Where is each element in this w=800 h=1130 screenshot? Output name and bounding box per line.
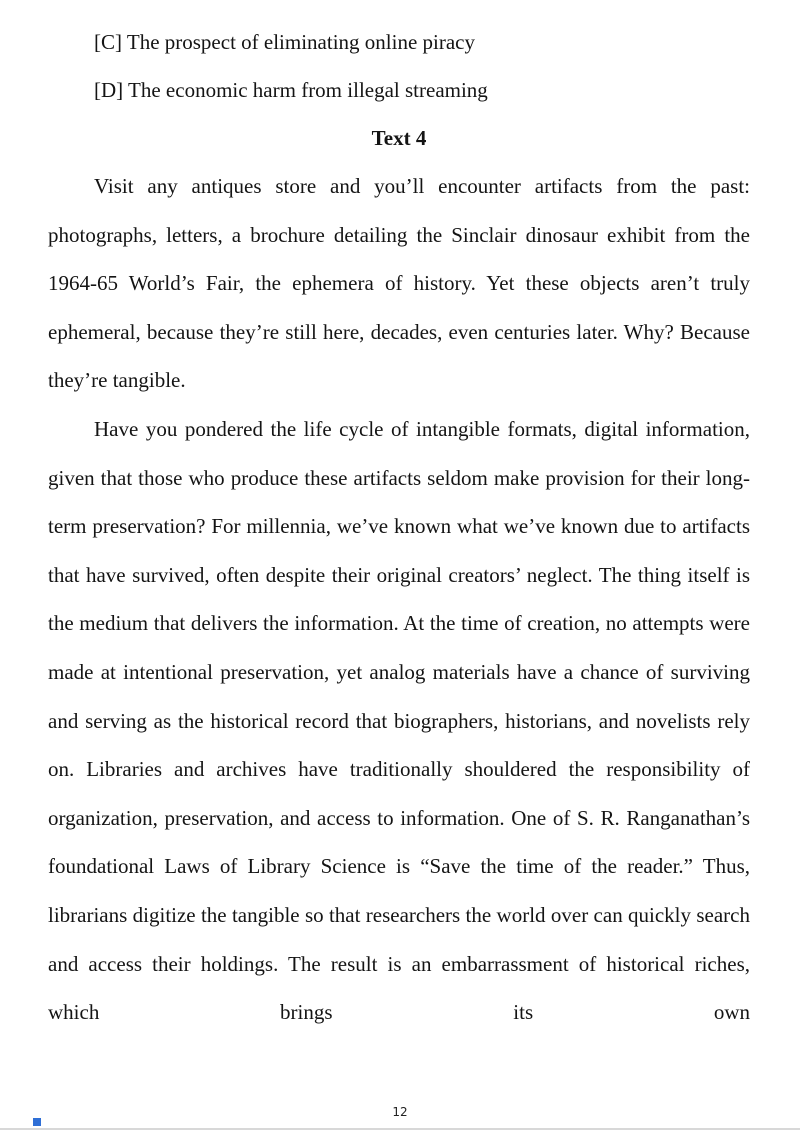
section-title: Text 4 bbox=[371, 126, 427, 150]
page-number: 12 bbox=[392, 1105, 408, 1119]
answer-option-c: [C] The prospect of eliminating online piracy bbox=[94, 30, 476, 54]
paragraph-1: Visit any antiques store and you’ll encounter artifacts from the past: photographs, letters, a brochure detailing the Sinclair dinosaur exhibit from the 1964-65 World’s Fair, the ephemera of history. Yet these objects aren’t truly ephemeral, because they’re still here, decades, even centuries later. Why? Because they’re tangible. bbox=[48, 174, 750, 393]
corner-marker-icon bbox=[33, 1118, 41, 1126]
document-page bbox=[48, 18, 750, 1037]
answer-option-d: [D] The economic harm from illegal streaming bbox=[94, 78, 488, 102]
paragraph-2: Have you pondered the life cycle of intangible formats, digital information, given that those who produce these artifacts seldom make provision for their long-term preservation? For millennia, we’ve known what we’ve known due to artifacts that have survived, often despite their original creators’ neglect. The thing itself is the medium that delivers the information. At the time of creation, no attempts were made at intentional preservation, yet analog materials have a chance of surviving and serving as the historical record that biographers, historians, and novelists rely on. Libraries and archives have traditionally shouldered the responsibility of organization, preservation, and access to information. One of S. R. Ranganathan’s foundational Laws of Library Science is “Save the time of the reader.” Thus, librarians digitize the tangible so that researchers the world over can quickly search and access their holdings. The result is an embarrassment of historical riches, which brings its own bbox=[48, 416, 750, 1025]
